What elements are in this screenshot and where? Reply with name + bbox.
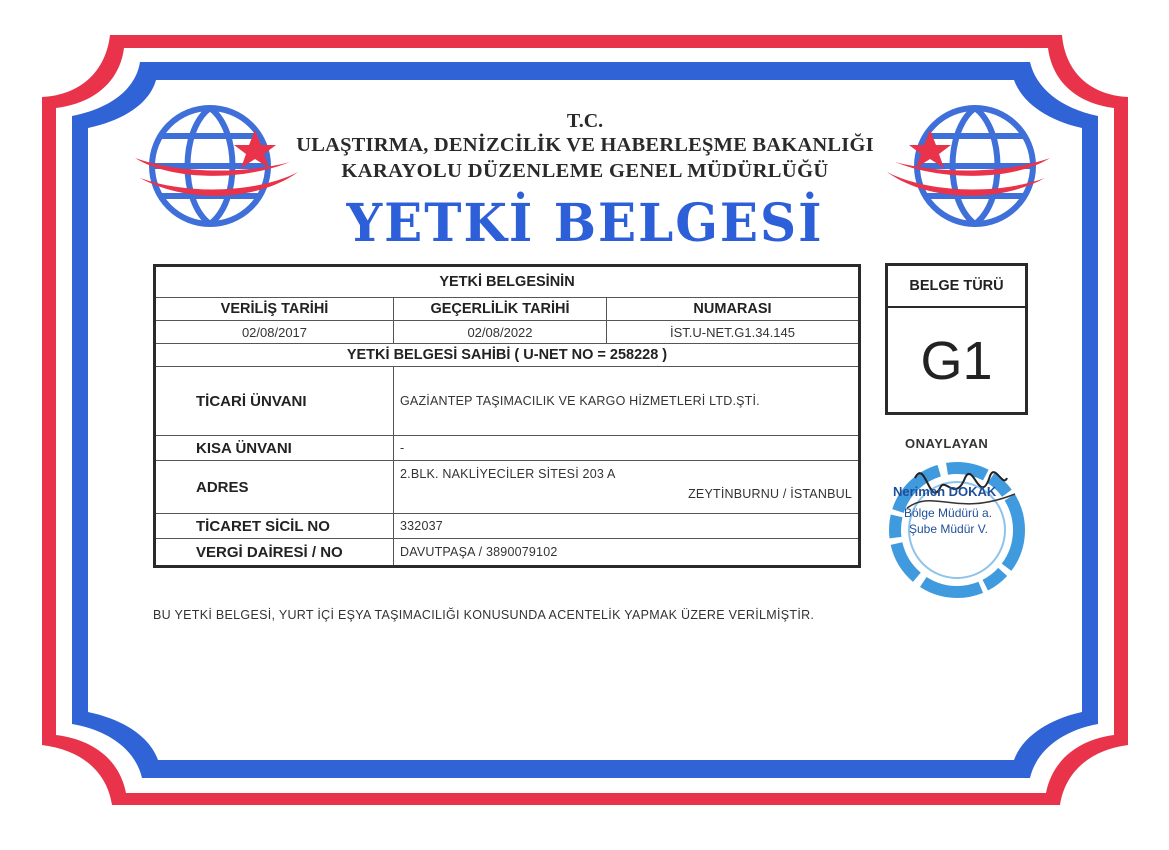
approval-label: ONAYLAYAN (905, 436, 989, 451)
holder-title: YETKİ BELGESİ SAHİBİ ( U-NET NO = 258228 ) (155, 344, 860, 367)
certificate-table (153, 264, 861, 568)
header-tc: T.C. (566, 110, 604, 132)
header-directorate: KARAYOLU DÜZENLEME GENEL MÜDÜRLÜĞÜ (341, 160, 829, 182)
address-value (394, 461, 860, 514)
approver-name: Nerimen DOKAK (893, 484, 997, 499)
document-type-box (885, 263, 1028, 415)
address-line2: ZEYTİNBURNU / İSTANBUL (688, 487, 852, 501)
address-line1: 2.BLK. NAKLİYECİLER SİTESİ 203 A (400, 467, 616, 481)
registry-label: TİCARET SİCİL NO (155, 514, 394, 539)
footer-note: BU YETKİ BELGESİ, YURT İÇİ EŞYA TAŞIMACILIĞI KONUSUNDA ACENTELİK YAPMAK ÜZERE VERİLMİŞTİR. (153, 608, 815, 622)
valid-date: 02/08/2022 (394, 321, 607, 344)
address-label: ADRES (155, 461, 394, 514)
tax-label: VERGİ DAİRESİ / NO (155, 539, 394, 567)
registry-value: 332037 (394, 514, 860, 539)
tax-value: DAVUTPAŞA / 3890079102 (394, 539, 860, 567)
short-name-value: - (394, 436, 860, 461)
short-name-label: KISA ÜNVANI (155, 436, 394, 461)
approver-role-2: Şube Müdür V. (909, 522, 988, 536)
col-number: NUMARASI (607, 298, 860, 321)
approver-role-1: Bölge Müdürü a. (904, 506, 993, 520)
page-title: YETKİ BELGESİ (346, 191, 824, 254)
trade-name-label: TİCARİ ÜNVANI (155, 367, 394, 436)
col-issue-date: VERİLİŞ TARİHİ (155, 298, 394, 321)
issue-date: 02/08/2017 (155, 321, 394, 344)
document-type-label: BELGE TÜRÜ (888, 266, 1025, 308)
col-valid-date: GEÇERLİLİK TARİHİ (394, 298, 607, 321)
header-ministry: ULAŞTIRMA, DENİZCİLİK VE HABERLEŞME BAKANLIĞI (296, 134, 874, 156)
document-type-value: G1 (920, 331, 993, 391)
certificate-number: İST.U-NET.G1.34.145 (607, 321, 860, 344)
section-title: YETKİ BELGESİNİN (155, 266, 860, 298)
trade-name-value: GAZİANTEP TAŞIMACILIK VE KARGO HİZMETLERİ LTD.ŞTİ. (394, 367, 860, 436)
